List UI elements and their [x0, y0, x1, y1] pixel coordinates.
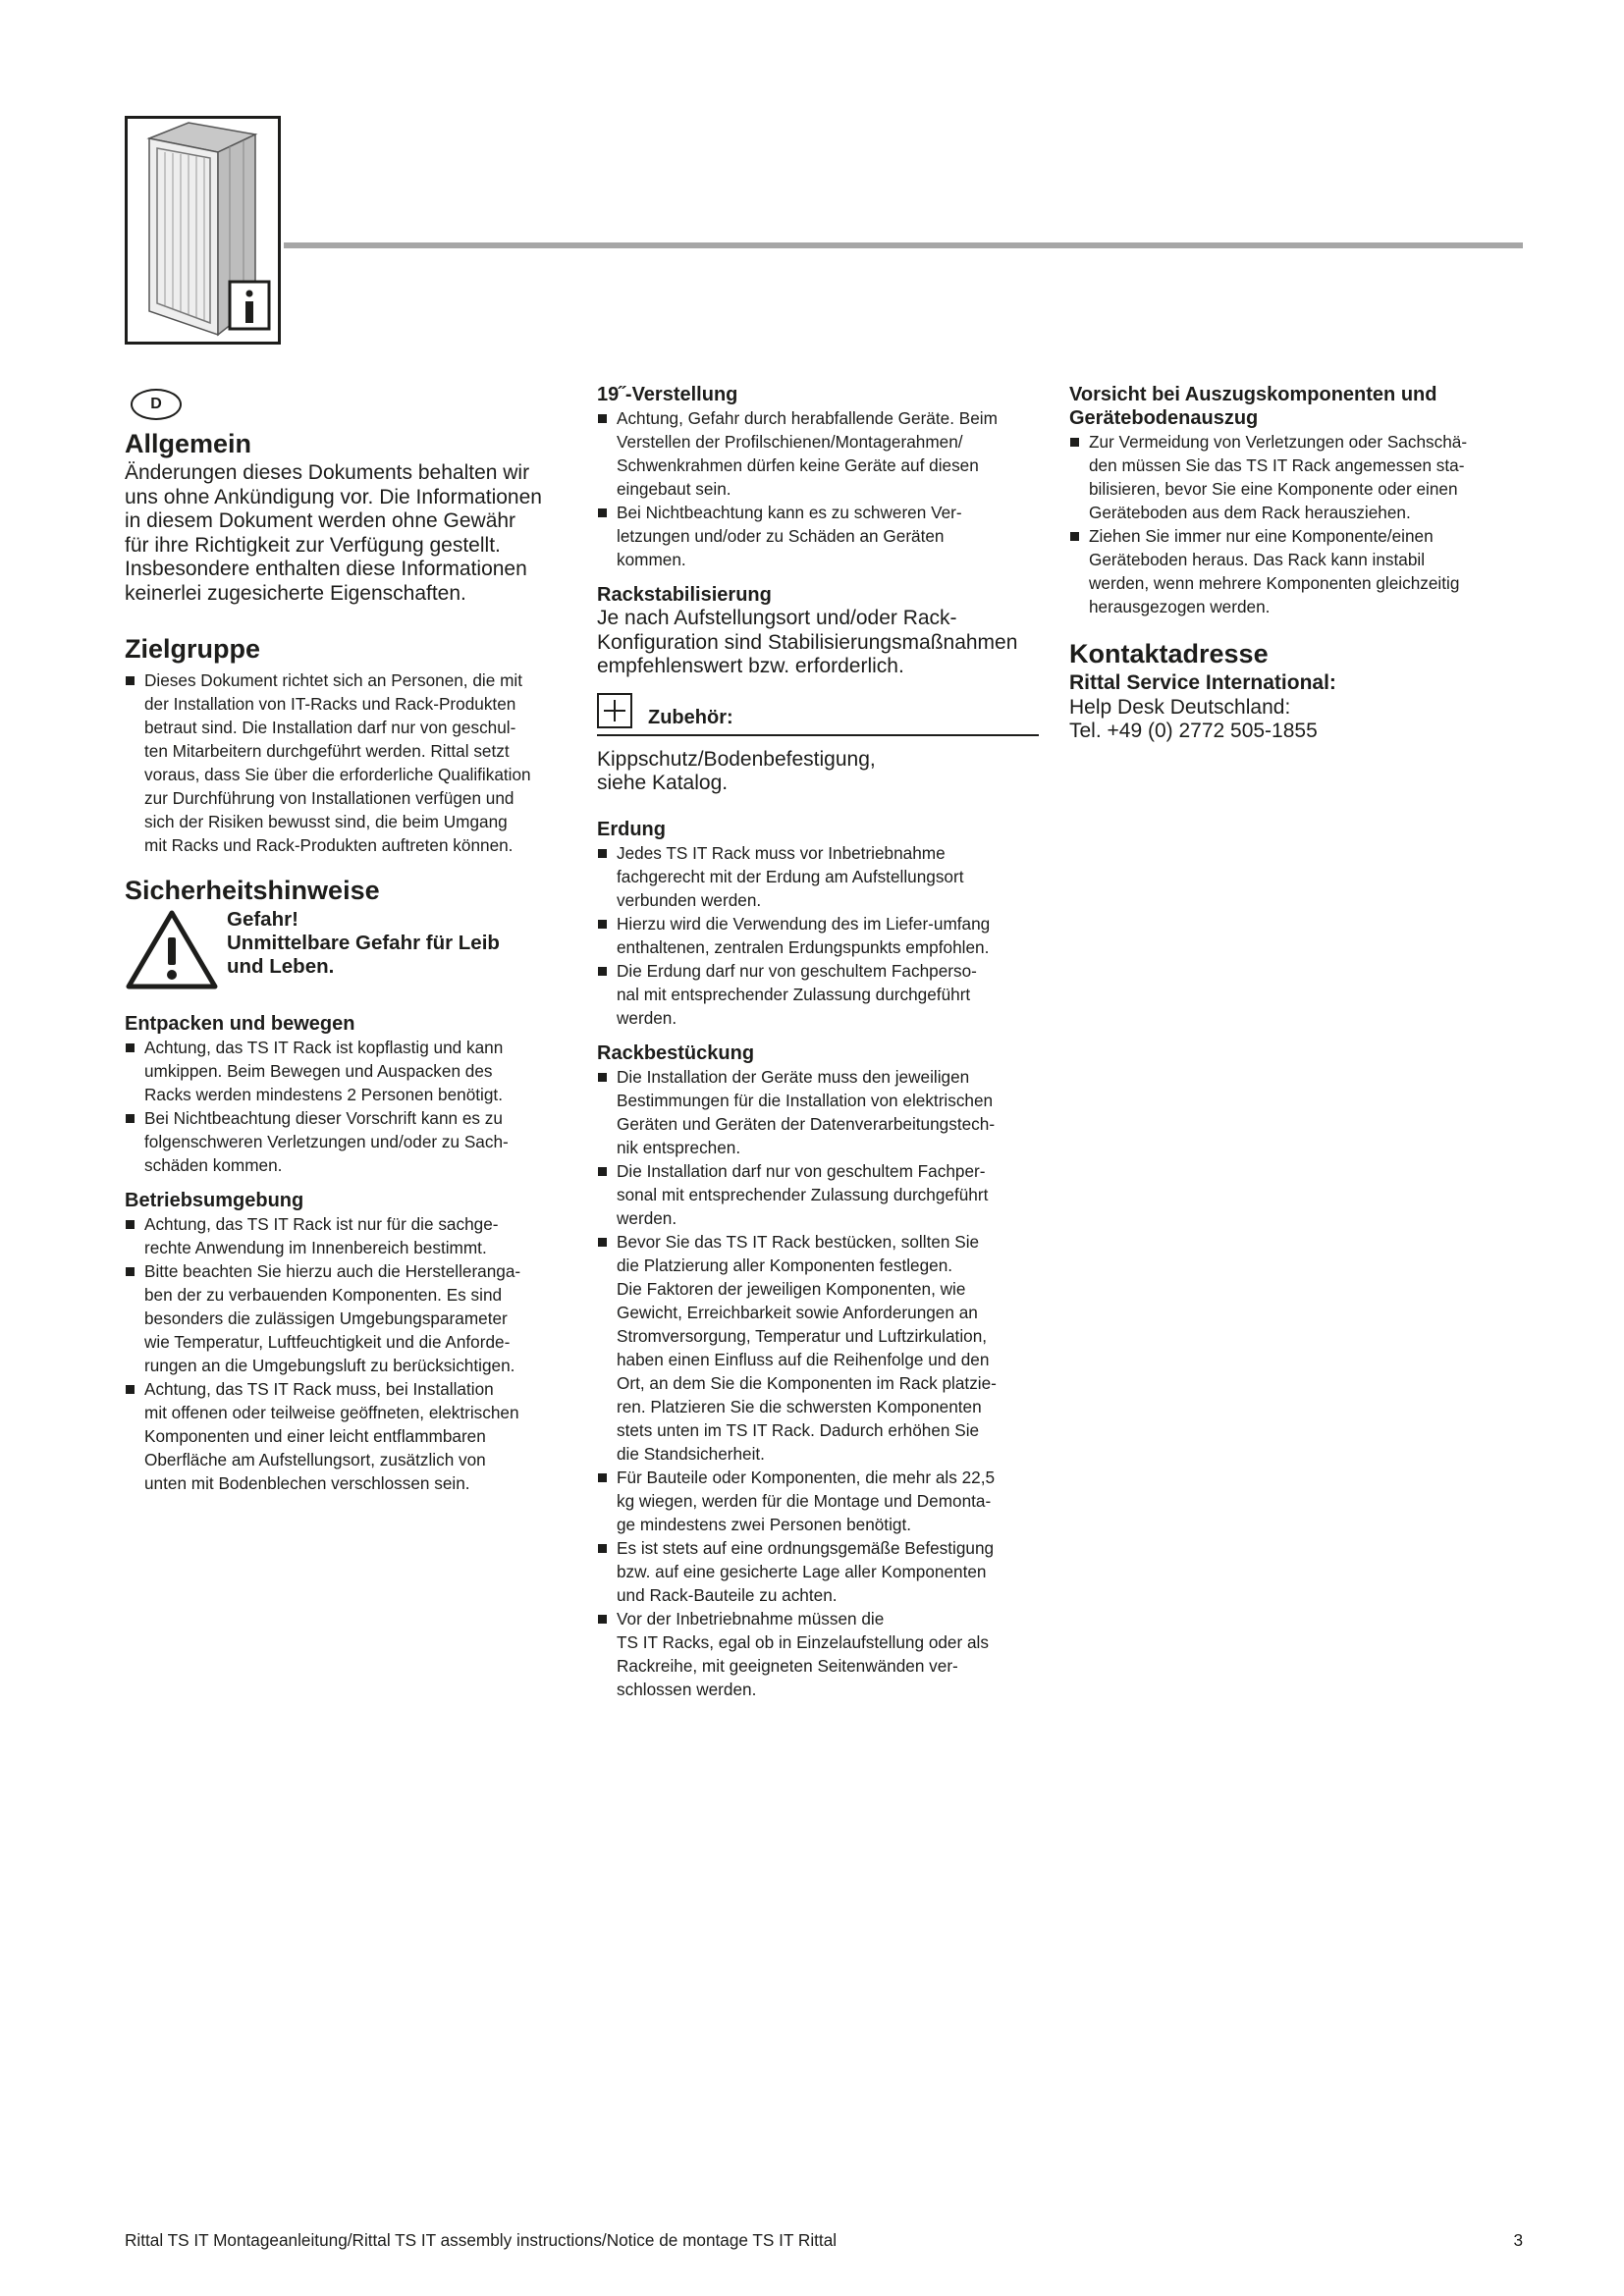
accessory-heading	[597, 693, 1039, 736]
target-group-list	[125, 668, 557, 857]
server-rack-icon	[128, 119, 278, 342]
section-title-general: Allgemein	[125, 429, 252, 458]
subsection-title-stabilization: Rackstabilisierung	[597, 584, 772, 606]
equipping-list	[597, 1065, 1039, 1701]
environment-list	[125, 1212, 557, 1495]
column-left	[125, 383, 557, 1495]
column-middle	[597, 383, 1039, 1701]
page-footer	[125, 2229, 1523, 2251]
unpack-list	[125, 1036, 557, 1177]
list-item: Bei Nichtbeachtung dieser Vorschrift kann es zu folgenschweren Verletzungen und/oder zu Sach- schäden kommen.	[125, 1106, 557, 1177]
list-item: Die Installation darf nur von geschultem Fachper- sonal mit entsprechender Zulassung durchgeführt werden.	[597, 1159, 1039, 1230]
list-item: Dieses Dokument richtet sich an Personen, die mit der Installation von IT-Racks und Rack-Produkten betraut sind. Die Installation darf nur von geschul- ten Mitarbeitern durchgeführt werden. Rittal setzt voraus, dass Sie über die erforderliche Qualifikation zur Durchführung von Installationen verfügen und sich der Risiken bewusst sind, die beim Umgang mit Racks und Rack-Produkten auftreten können.	[125, 668, 557, 857]
subsection-title-caution: Vorsicht bei Auszugskomponenten und Gerätebodenauszug	[1069, 384, 1437, 429]
subsection-title-unpack: Entpacken und bewegen	[125, 1013, 355, 1035]
list-item: Bevor Sie das TS IT Rack bestücken, sollten Sie die Platzierung aller Komponenten festlegen. Die Faktoren der jeweiligen Komponenten, wie Gewicht, Erreichbarkeit sowie Anforderungen an Stromversorgung, Temperatur und Luftzirkulation, haben einen Einfluss auf die Reihenfolge und den Ort, an dem Sie die Komponenten im Rack platzie- ren. Platzieren Sie die schwersten Komponenten stets unten im TS IT Rack. Dadurch erhöhen Sie die Standsicherheit.	[597, 1230, 1039, 1466]
list-item: Achtung, das TS IT Rack ist kopflastig und kann umkippen. Beim Bewegen und Auspacken des Racks werden mindestens 2 Personen benötigt.	[125, 1036, 557, 1106]
grounding-list	[597, 841, 1039, 1030]
plus-icon	[597, 693, 632, 728]
contact-desk: Help Desk Deutschland:	[1069, 695, 1291, 719]
language-badge: D	[131, 389, 182, 420]
subsection-title-equipping: Rackbestückung	[597, 1041, 755, 1064]
header-rule	[284, 242, 1523, 248]
list-item: Achtung, das TS IT Rack ist nur für die sachge- rechte Anwendung im Innenbereich bestimmt.	[125, 1212, 557, 1259]
danger-notice	[125, 908, 557, 990]
contact-block	[1069, 671, 1511, 744]
section-title-target-group: Zielgruppe	[125, 634, 261, 664]
caution-list	[1069, 430, 1511, 618]
accessory-title: Zubehör:	[648, 706, 733, 728]
list-item: Achtung, Gefahr durch herabfallende Geräte. Beim Verstellen der Profilschienen/Montagerahmen/ Schwenkrahmen dürfen keine Geräte auf diesen eingebaut sein.	[597, 406, 1039, 501]
list-item: Bitte beachten Sie hierzu auch die Herstelleranga- ben der zu verbauenden Komponenten. Es sind besonders die zulässigen Umgebungsparameter wie Temperatur, Luftfeuchtigkeit und die Anforde- rungen an die Umgebungsluft zu berücksichtigen.	[125, 1259, 557, 1377]
list-item: Die Erdung darf nur von geschultem Fachperso- nal mit entsprechender Zulassung durchgeführt werden.	[597, 959, 1039, 1030]
list-item: Achtung, das TS IT Rack muss, bei Installation mit offenen oder teilweise geöffneten, elektrischen Komponenten und einer leicht entflammbaren Oberfläche am Aufstellungsort, zusätzlich von unten mit Bodenblechen verschlossen sein.	[125, 1377, 557, 1495]
list-item: Die Installation der Geräte muss den jeweiligen Bestimmungen für die Installation von elektrischen Geräten und Geräten der Datenverarbeitungstech- nik entsprechen.	[597, 1065, 1039, 1159]
contact-company: Rittal Service International:	[1069, 671, 1336, 694]
subsection-title-adjustment: 19˝-Verstellung	[597, 384, 738, 405]
subsection-title-environment: Betriebsumgebung	[125, 1190, 304, 1211]
stabilization-text: Je nach Aufstellungsort und/oder Rack- Konfiguration sind Stabilisierungsmaßnahmen empfehlenswert bzw. erforderlich.	[597, 607, 1018, 677]
footer-text: Rittal TS IT Montageanleitung/Rittal TS IT assembly instructions/Notice de montage TS IT Rittal	[125, 2230, 838, 2250]
section-title-safety: Sicherheitshinweise	[125, 876, 380, 905]
list-item: Bei Nichtbeachtung kann es zu schweren Ver- letzungen und/oder zu Schäden an Geräten kommen.	[597, 501, 1039, 571]
list-item: Es ist stets auf eine ordnungsgemäße Befestigung bzw. auf eine gesicherte Lage aller Komponenten und Rack-Bauteile zu achten.	[597, 1536, 1039, 1607]
list-item: Für Bauteile oder Komponenten, die mehr als 22,5 kg wiegen, werden für die Montage und Demonta- ge mindestens zwei Personen benötigt.	[597, 1466, 1039, 1536]
contact-phone: Tel. +49 (0) 2772 505-1855	[1069, 720, 1318, 742]
list-item: Zur Vermeidung von Verletzungen oder Sachschä- den müssen Sie das TS IT Rack angemessen sta- bilisieren, bevor Sie eine Komponente oder einen Geräteboden aus dem Rack herausziehen.	[1069, 430, 1511, 524]
adjustment-list	[597, 406, 1039, 571]
list-item: Jedes TS IT Rack muss vor Inbetriebnahme fachgerecht mit der Erdung am Aufstellungsort verbunden werden.	[597, 841, 1039, 912]
list-item: Hierzu wird die Verwendung des im Liefer-umfang enthaltenen, zentralen Erdungspunkts empfohlen.	[597, 912, 1039, 959]
subsection-title-grounding: Erdung	[597, 818, 666, 840]
accessory-text: Kippschutz/Bodenbefestigung, siehe Katalog.	[597, 747, 876, 794]
header-rack-illustration	[125, 116, 281, 345]
warning-triangle-icon	[125, 908, 219, 990]
column-right	[1069, 383, 1511, 744]
page-number: 3	[1513, 2230, 1523, 2250]
section-title-contact: Kontaktadresse	[1069, 639, 1269, 668]
danger-text: Gefahr! Unmittelbare Gefahr für Leib und Leben.	[227, 908, 500, 978]
list-item: Vor der Inbetriebnahme müssen die TS IT Racks, egal ob in Einzelaufstellung oder als Rackreihe, mit geeigneten Seitenwänden ver- schlossen werden.	[597, 1607, 1039, 1701]
general-text: Änderungen dieses Dokuments behalten wir uns ohne Ankündigung vor. Die Informationen in diesem Dokument werden ohne Gewähr für ihre Richtigkeit zur Verfügung gestellt. Insbesondere enthalten diese Informationen keinerlei zugesicherte Eigenschaften.	[125, 461, 542, 605]
list-item: Ziehen Sie immer nur eine Komponente/einen Geräteboden heraus. Das Rack kann instabil werden, wenn mehrere Komponenten gleichzeitig herausgezogen werden.	[1069, 524, 1511, 618]
